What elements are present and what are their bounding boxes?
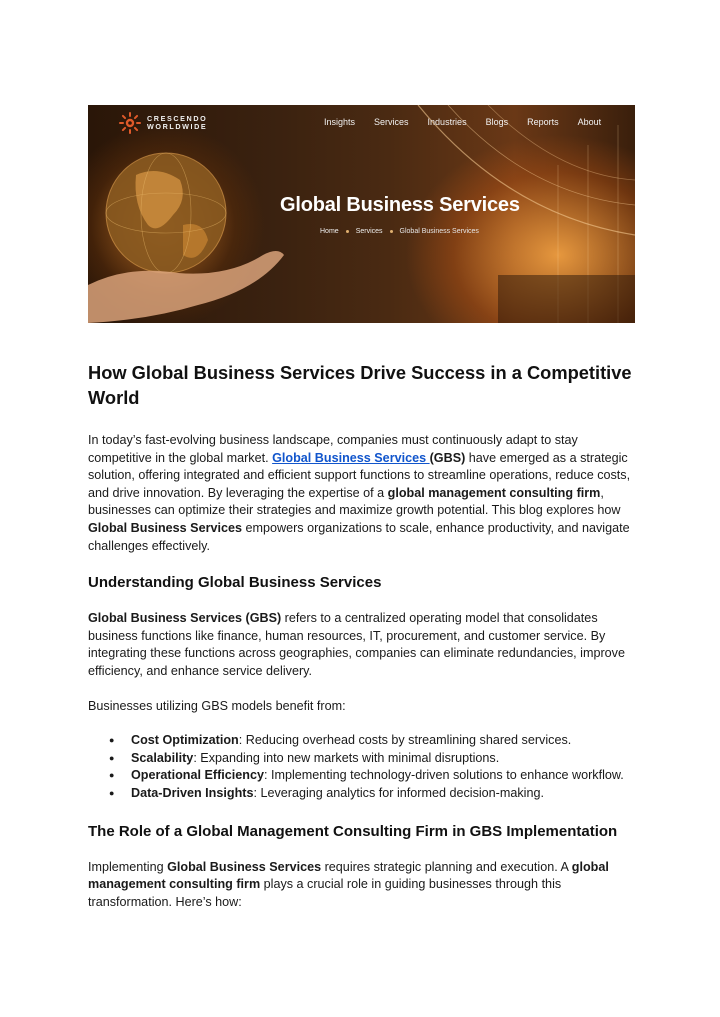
breadcrumb-separator bbox=[346, 230, 349, 233]
list-item: ● Operational Efficiency: Implementing technology-driven solutions to enhance workflow. bbox=[88, 767, 638, 785]
intro-paragraph: In today’s fast-evolving business landscape, companies must continuously adapt to stay competitive in the global market. Global Business Services (GBS) have emerged as a strategic solution, offering integrated and efficient support functions to streamline operations, reduce costs, and drive innovation. By leveraging the expertise of a global management consulting firm, businesses can optimize their strategies and maximize growth potential. This blog explores how Global Business Services empowers organizations to scale, enhance productivity, and navigate challenges effectively. bbox=[88, 433, 631, 553]
logo-line-1: CRESCENDO bbox=[147, 113, 208, 123]
hero-title: Global Business Services bbox=[280, 194, 520, 216]
hero-banner bbox=[88, 105, 635, 323]
logo-line-2: WORLDWIDE bbox=[147, 122, 208, 131]
consulting-paragraph: Implementing Global Business Services requires strategic planning and execution. A global management consulting firm plays a crucial role in guiding businesses through this transformation. Here’s how: bbox=[88, 859, 609, 909]
list-item: ● Data-Driven Insights: Leveraging analytics for informed decision-making. bbox=[88, 785, 638, 803]
article-title: How Global Business Services Drive Success in a Competitive World bbox=[88, 362, 632, 408]
breadcrumb bbox=[320, 228, 479, 235]
nav-item-services[interactable]: Services bbox=[374, 117, 409, 127]
list-item: ● Scalability: Expanding into new markets with minimal disruptions. bbox=[88, 750, 638, 768]
gbs-link[interactable]: Global Business Services bbox=[272, 450, 430, 465]
breadcrumb-current: Global Business Services bbox=[399, 228, 479, 235]
section-heading-consulting-role: The Role of a Global Management Consulting Firm in GBS Implementation bbox=[88, 822, 618, 840]
section-heading-understanding: Understanding Global Business Services bbox=[88, 574, 382, 592]
breadcrumb-services[interactable]: Services bbox=[355, 228, 383, 235]
main-nav bbox=[324, 117, 620, 127]
nav-item-reports[interactable]: Reports bbox=[527, 117, 559, 127]
nav-item-blogs[interactable]: Blogs bbox=[485, 117, 509, 127]
benefits-intro: Businesses utilizing GBS models benefit from: bbox=[88, 698, 346, 713]
nav-item-insights[interactable]: Insights bbox=[324, 117, 356, 127]
company-logo[interactable] bbox=[118, 111, 207, 135]
article-body bbox=[88, 360, 638, 928]
benefits-list bbox=[88, 732, 638, 802]
nav-item-about[interactable]: About bbox=[577, 117, 602, 127]
breadcrumb-separator bbox=[390, 230, 393, 233]
sunburst-gear-icon bbox=[118, 111, 142, 135]
list-item: ● Cost Optimization: Reducing overhead costs by streamlining shared services. bbox=[88, 732, 638, 750]
breadcrumb-home[interactable]: Home bbox=[320, 228, 339, 235]
gbs-definition-paragraph: Global Business Services (GBS) refers to a centralized operating model that consolidates business functions like finance, human resources, IT, procurement, and customer service. By integrating these functions across geographies, companies can eliminate redundancies, improve efficiency, and enhance service delivery. bbox=[88, 611, 625, 678]
nav-item-industries[interactable]: Industries bbox=[427, 117, 467, 127]
